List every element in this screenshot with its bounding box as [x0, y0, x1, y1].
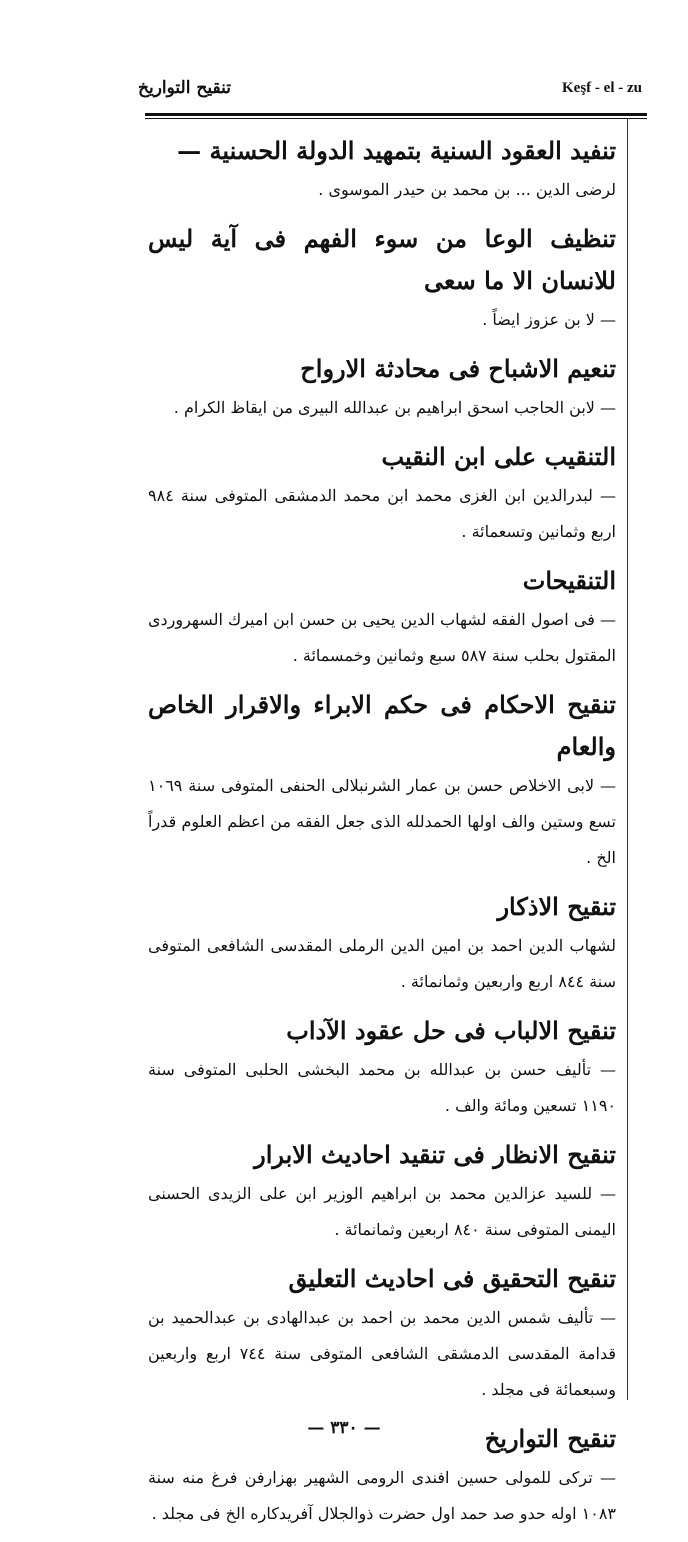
entry-body: — لبدرالدين ابن الغزى محمد ابن محمد الدمشقى المتوفى سنة ٩٨٤ اربع وثمانين وتسعمائة . [148, 486, 616, 541]
entry-body: — تأليف شمس الدين محمد بن احمد بن عبدالهادى بن عبدالحميد بن قدامة المقدسى الدمشقى الشافعى المتوفى سنة ٧٤٤ اربع واربعين وسبعمائة فى مجلد . [148, 1308, 616, 1399]
header-rule-thick [145, 113, 647, 116]
entry-title: تنقيح الانظار فى تنقيد احاديث الابرار [254, 1140, 616, 1169]
entry-body: — تأليف حسن بن عبدالله بن محمد البخشى الحلبى المتوفى سنة ١١٩٠ تسعين ومائة والف . [148, 1060, 616, 1115]
entry-title: تنفيد العقود السنية بتمهيد الدولة الحسنية — [177, 136, 616, 165]
entry-title: تنعيم الاشباح فى محادثة الارواح [300, 354, 616, 383]
running-transliteration: Keşf - el - zu [562, 80, 642, 96]
running-title: تنقيح التواريخ [138, 78, 231, 98]
entry-body: — لابى الاخلاص حسن بن عمار الشرنبلالى الحنفى المتوفى سنة ١٠٦٩ تسع وستين والف اولها الحمدلله الذى جعل الفقه من اعظم العلوم قدراً الخ . [148, 776, 617, 867]
entry [148, 218, 616, 338]
entry [148, 436, 616, 550]
entry [148, 684, 616, 876]
header-rule-thin [145, 118, 647, 119]
entry-body: لرضى الدين ... بن محمد بن حيدر الموسوى . [318, 180, 616, 199]
entry-body: — لا بن عزوز ايضاً . [482, 310, 616, 329]
entry [148, 1258, 616, 1408]
entry [148, 348, 616, 426]
entry-title: تنقيح التواريخ [484, 1424, 616, 1453]
entry-title: تنقيح الاحكام فى حكم الابراء والاقرار الخاص والعام [148, 690, 616, 761]
entry-title: تنقيح الاذكار [497, 892, 616, 921]
entry [148, 1010, 616, 1124]
entry [148, 1134, 616, 1248]
entry-body: لشهاب الدين احمد بن امين الدين الرملى المقدسى الشافعى المتوفى سنة ٨٤٤ اربع واربعين وثمانمائة . [148, 936, 616, 991]
entry-title: تنقيح التحقيق فى احاديث التعليق [288, 1264, 616, 1293]
entry-body: — للسيد عزالدين محمد بن ابراهيم الوزير ابن على الزيدى الحسنى اليمنى المتوفى سنة ٨٤٠ اربعين وثمانمائة . [148, 1184, 617, 1239]
entries-column [148, 130, 616, 1542]
entry-title: تنظيف الوعا من سوء الفهم فى آية ليس للانسان الا ما سعى [148, 224, 616, 295]
entry-body: — لابن الحاجب اسحق ابراهيم بن عبدالله البيرى من ايقاظ الكرام . [173, 398, 616, 417]
running-header [138, 78, 648, 108]
entry-body: — فى اصول الفقه لشهاب الدين يحيى بن حسن ابن اميرك السهروردى المقتول بحلب سنة ٥٨٧ سبع وثمانين وخمسمائة . [148, 610, 616, 665]
entry-body: — تركى للمولى حسين افندى الرومى الشهير بهزارفن فرغ منه سنة ١٠٨٣ اوله حدو صد حمد اول حضرت ذوالجلال آفريدكاره الخ فى مجلد . [148, 1468, 616, 1523]
entry-title: التنقيب على ابن النقيب [381, 442, 616, 471]
entry [148, 886, 616, 1000]
entry-title: التنقيحات [522, 566, 616, 595]
page-number: — ٣٣٠ — [307, 1418, 381, 1438]
entry-title: تنقيح الالباب فى حل عقود الآداب [286, 1016, 616, 1045]
margin-rule [627, 118, 628, 1400]
entry [148, 560, 616, 674]
entry [148, 130, 616, 208]
